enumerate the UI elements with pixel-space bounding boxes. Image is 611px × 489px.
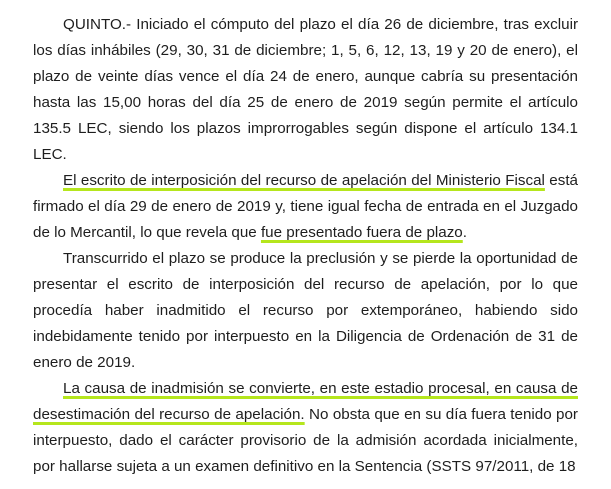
paragraph-escrito — [33, 168, 578, 246]
text-segment: QUINTO.- Iniciado el cómputo del plazo el día 26 de diciembre, tras excluir los días inhábiles (29, 30, 31 de diciembre; 1, 5, 6, 12, 13, 19 y 20 de enero), el plazo de veinte días vence el día 24 de enero, aunque cabría su presentación hasta las 15,00 horas del día 25 de enero de 2019 según permite el artículo 135.5 LEC, siendo los plazos improrrogables según dispone el artículo 134.1 LEC. — [33, 16, 578, 163]
highlighted-text: fue presentado fuera de plazo — [260, 224, 463, 241]
paragraph-quinto — [33, 12, 578, 168]
text-segment: Transcurrido el plazo se produce la preclusión y se pierde la oportunidad de presentar el escrito de interposición del recurso de apelación, por lo que procedía haber inadmitido el recurso por extemporáneo, habiendo sido indebidamente tenido por interpuesto en la Diligencia de Ordenación de 31 de enero de 2019. — [33, 250, 578, 371]
highlighted-text: El escrito de interposición del recurso de apelación del Ministerio Fiscal — [63, 172, 545, 189]
paragraph-causa — [33, 376, 578, 480]
text-segment: . — [462, 224, 467, 241]
highlighted-text: La causa de inadmisión se convierte, en este estadio procesal, en causa de desestimación del recurso de apelación. — [33, 380, 578, 423]
paragraph-transcurrido — [33, 246, 578, 376]
text-segment: está firmado el día 29 de enero de 2019 y, tiene igual fecha de entrada en el Juzgado de lo Mercantil, lo que revela que — [33, 172, 578, 241]
text-segment: No obsta que en su día fuera tenido por interpuesto, dado el carácter provisorio de la admisión acordada inicialmente, por hallarse sujeta a un examen definitivo en la Sentencia (SSTS 97/2011, de 18 — [33, 406, 578, 475]
